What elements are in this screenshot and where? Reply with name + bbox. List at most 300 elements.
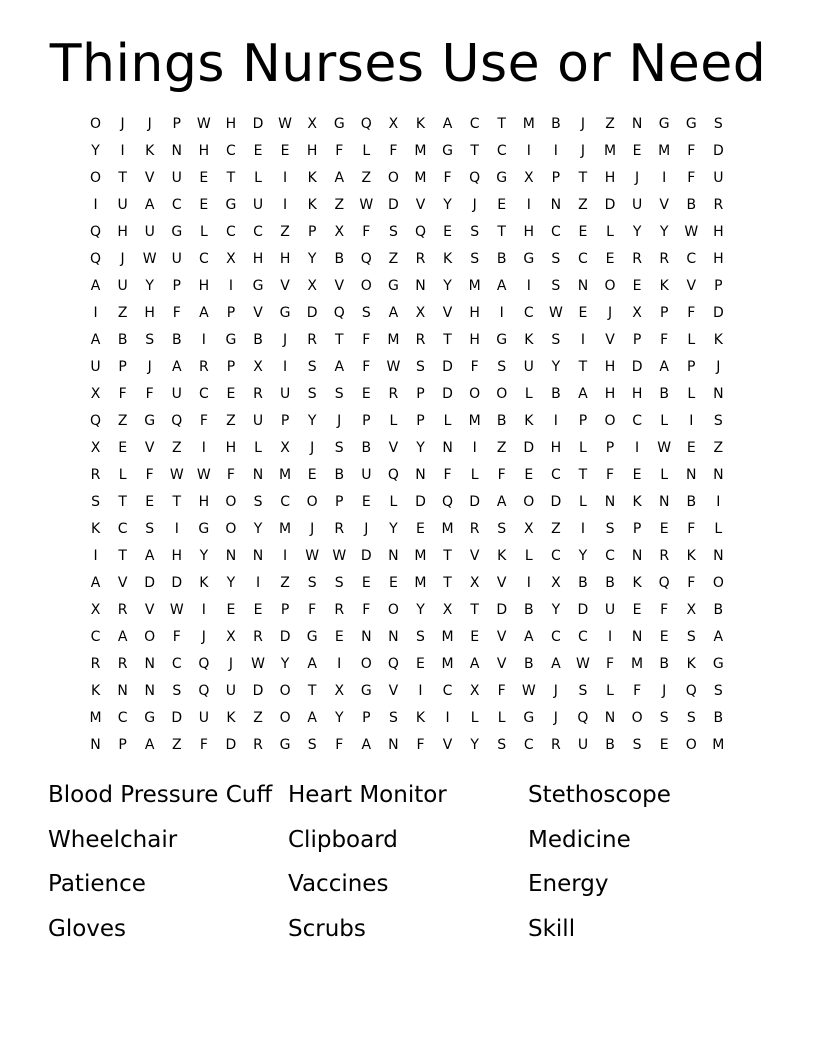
- grid-letter: C: [550, 467, 561, 483]
- grid-letter: X: [280, 440, 290, 456]
- grid-letter: T: [578, 170, 588, 186]
- grid-letter: L: [606, 683, 614, 699]
- grid-letter: H: [117, 224, 128, 240]
- grid-letter: L: [118, 467, 127, 483]
- grid-letter: E: [199, 170, 209, 186]
- grid-row: [82, 624, 732, 651]
- grid-letter: K: [442, 251, 453, 267]
- grid-letter: Q: [414, 224, 426, 240]
- grid-letter: Q: [90, 224, 102, 240]
- grid-letter: Y: [389, 521, 398, 537]
- word-list-item: Heart Monitor: [288, 782, 447, 808]
- grid-letter: K: [686, 548, 696, 564]
- grid-letter: K: [497, 548, 507, 564]
- puzzle-title: Things Nurses Use or Need: [49, 34, 767, 94]
- grid-letter: E: [253, 602, 263, 618]
- grid-letter: G: [279, 737, 291, 753]
- grid-letter: V: [144, 170, 155, 186]
- grid-letter: F: [687, 521, 696, 537]
- grid-letter: O: [631, 710, 643, 726]
- grid-letter: I: [553, 143, 558, 159]
- grid-letter: Q: [685, 683, 697, 699]
- grid-letter: G: [496, 332, 508, 348]
- grid-letter: C: [578, 629, 588, 645]
- grid-letter: X: [90, 440, 101, 456]
- grid-letter: I: [526, 143, 531, 159]
- grid-letter: T: [443, 332, 452, 348]
- grid-row: [82, 705, 732, 732]
- grid-letter: I: [472, 440, 477, 456]
- grid-letter: S: [713, 683, 723, 699]
- grid-letter: T: [578, 467, 588, 483]
- grid-letter: M: [414, 143, 427, 159]
- grid-letter: M: [658, 143, 671, 159]
- grid-letter: A: [90, 575, 101, 591]
- grid-letter: W: [196, 467, 211, 483]
- grid-letter: T: [118, 548, 127, 564]
- grid-letter: A: [117, 629, 128, 645]
- grid-letter: N: [225, 548, 237, 564]
- grid-letter: F: [443, 467, 452, 483]
- grid-letter: P: [416, 413, 425, 429]
- grid-letter: K: [415, 710, 426, 726]
- grid-letter: P: [280, 602, 290, 618]
- grid-letter: U: [713, 170, 724, 186]
- grid-letter: H: [550, 440, 562, 456]
- grid-letter: Z: [280, 224, 290, 240]
- grid-letter: V: [605, 332, 615, 348]
- grid-letter: O: [496, 386, 508, 402]
- grid-letter: B: [334, 251, 345, 267]
- grid-letter: P: [659, 305, 669, 321]
- grid-letter: X: [226, 251, 236, 267]
- grid-letter: B: [605, 575, 615, 591]
- grid-letter: J: [337, 413, 342, 429]
- grid-letter: M: [279, 521, 292, 537]
- grid-row: [82, 138, 732, 165]
- word-list-item: Blood Pressure Cuff: [48, 782, 273, 808]
- grid-letter: S: [578, 683, 588, 699]
- grid-letter: N: [415, 467, 426, 483]
- grid-letter: E: [443, 224, 452, 240]
- grid-letter: P: [632, 332, 642, 348]
- grid-letter: M: [414, 548, 427, 564]
- grid-letter: M: [441, 629, 454, 645]
- grid-letter: F: [118, 386, 127, 402]
- grid-letter: R: [334, 521, 345, 537]
- grid-letter: Y: [199, 548, 209, 564]
- grid-letter: L: [687, 386, 696, 402]
- grid-letter: M: [468, 278, 481, 294]
- grid-letter: C: [686, 251, 697, 267]
- grid-letter: H: [469, 305, 480, 321]
- grid-letter: H: [713, 224, 724, 240]
- grid-letter: F: [199, 413, 208, 429]
- grid-letter: L: [606, 224, 614, 240]
- grid-letter: I: [283, 548, 288, 564]
- letter-grid: [82, 111, 732, 759]
- grid-letter: S: [605, 521, 615, 537]
- grid-letter: H: [604, 386, 616, 402]
- grid-letter: X: [90, 602, 101, 618]
- grid-letter: D: [360, 548, 372, 564]
- grid-letter: U: [252, 413, 264, 429]
- grid-letter: I: [255, 575, 261, 591]
- grid-letter: N: [144, 683, 155, 699]
- grid-letter: Y: [632, 224, 642, 240]
- word-list-item: Gloves: [48, 915, 127, 942]
- grid-row: [82, 327, 732, 354]
- grid-letter: L: [389, 494, 398, 510]
- grid-letter: A: [334, 359, 345, 375]
- grid-letter: Y: [307, 413, 317, 429]
- grid-letter: D: [225, 737, 237, 753]
- grid-letter: X: [469, 575, 480, 591]
- grid-letter: O: [387, 602, 399, 618]
- grid-letter: D: [523, 440, 535, 456]
- grid-letter: C: [442, 683, 453, 699]
- grid-letter: Q: [90, 413, 102, 429]
- grid-letter: Y: [253, 521, 263, 537]
- grid-letter: V: [280, 278, 290, 294]
- grid-letter: W: [278, 116, 292, 132]
- grid-letter: G: [252, 278, 264, 294]
- grid-letter: G: [333, 116, 345, 132]
- grid-letter: F: [145, 386, 154, 402]
- grid-letter: H: [631, 386, 643, 402]
- grid-letter: W: [657, 440, 672, 456]
- grid-letter: N: [631, 548, 643, 564]
- grid-letter: F: [362, 224, 371, 240]
- grid-letter: M: [712, 737, 725, 753]
- grid-letter: Z: [361, 170, 372, 186]
- grid-letter: I: [93, 548, 98, 564]
- grid-letter: D: [469, 494, 481, 510]
- grid-letter: N: [713, 386, 724, 402]
- grid-letter: P: [172, 116, 181, 132]
- grid-letter: M: [441, 656, 454, 672]
- grid-row: [82, 651, 732, 678]
- grid-letter: L: [389, 413, 398, 429]
- grid-letter: Y: [551, 359, 561, 375]
- grid-letter: P: [280, 413, 290, 429]
- grid-letter: P: [335, 494, 344, 510]
- grid-letter: L: [362, 143, 371, 159]
- grid-letter: R: [632, 251, 642, 267]
- grid-letter: C: [226, 224, 236, 240]
- grid-letter: T: [334, 332, 344, 348]
- grid-letter: F: [389, 143, 398, 159]
- grid-letter: C: [496, 143, 507, 159]
- grid-letter: D: [712, 305, 724, 321]
- grid-letter: V: [686, 278, 697, 294]
- grid-letter: V: [496, 656, 507, 672]
- grid-letter: A: [713, 629, 724, 645]
- grid-letter: O: [90, 170, 102, 186]
- grid-letter: R: [659, 548, 670, 564]
- grid-letter: R: [198, 359, 209, 375]
- grid-letter: E: [659, 629, 669, 645]
- grid-letter: I: [201, 602, 206, 618]
- grid-letter: A: [307, 710, 317, 726]
- grid-letter: N: [144, 656, 155, 672]
- grid-letter: E: [280, 143, 290, 159]
- grid-letter: L: [660, 413, 669, 429]
- grid-letter: K: [524, 332, 534, 348]
- grid-letter: V: [388, 683, 399, 699]
- grid-letter: E: [578, 305, 588, 321]
- grid-letter: S: [416, 629, 425, 645]
- grid-letter: Q: [360, 251, 372, 267]
- grid-letter: E: [118, 440, 128, 456]
- grid-letter: K: [686, 656, 696, 672]
- grid-letter: J: [716, 359, 721, 375]
- grid-letter: Y: [334, 710, 344, 726]
- word-list-item: Scrubs: [288, 915, 366, 942]
- grid-letter: N: [388, 629, 399, 645]
- grid-letter: Q: [171, 413, 183, 429]
- grid-letter: G: [523, 251, 535, 267]
- grid-letter: Z: [388, 251, 399, 267]
- grid-letter: S: [497, 359, 507, 375]
- grid-letter: K: [145, 143, 155, 159]
- grid-letter: B: [496, 413, 507, 429]
- grid-letter: R: [469, 521, 480, 537]
- grid-letter: H: [469, 332, 480, 348]
- grid-letter: R: [334, 602, 345, 618]
- grid-letter: L: [524, 386, 533, 402]
- grid-letter: N: [361, 629, 372, 645]
- grid-letter: M: [522, 116, 535, 132]
- grid-letter: D: [604, 197, 616, 213]
- grid-letter: L: [199, 224, 208, 240]
- grid-letter: R: [415, 332, 426, 348]
- grid-letter: E: [253, 143, 263, 159]
- grid-letter: U: [198, 710, 209, 726]
- grid-letter: O: [604, 413, 616, 429]
- grid-letter: T: [226, 170, 236, 186]
- grid-letter: J: [310, 521, 315, 537]
- grid-letter: X: [469, 683, 480, 699]
- grid-letter: L: [497, 710, 506, 726]
- grid-letter: Y: [578, 548, 588, 564]
- grid-letter: D: [252, 116, 264, 132]
- grid-letter: J: [635, 170, 640, 186]
- grid-letter: F: [497, 683, 506, 699]
- grid-letter: T: [118, 494, 127, 510]
- word-list-item: Stethoscope: [528, 782, 671, 808]
- grid-letter: S: [307, 575, 317, 591]
- grid-letter: L: [254, 440, 262, 456]
- grid-letter: N: [171, 143, 183, 159]
- grid-letter: X: [686, 602, 697, 618]
- grid-letter: S: [416, 359, 425, 375]
- grid-row: [82, 408, 732, 435]
- grid-letter: O: [279, 710, 291, 726]
- grid-letter: J: [147, 116, 152, 132]
- grid-letter: B: [253, 332, 263, 348]
- grid-letter: C: [253, 224, 263, 240]
- grid-letter: T: [497, 224, 506, 240]
- grid-letter: Y: [226, 575, 236, 591]
- grid-letter: U: [117, 197, 128, 213]
- grid-letter: K: [632, 494, 642, 510]
- grid-letter: Y: [470, 737, 479, 753]
- grid-letter: D: [712, 143, 724, 159]
- grid-letter: B: [523, 656, 534, 672]
- grid-letter: P: [307, 224, 317, 240]
- grid-letter: L: [470, 710, 479, 726]
- grid-letter: R: [253, 737, 263, 753]
- grid-letter: S: [551, 251, 561, 267]
- grid-letter: L: [579, 494, 587, 510]
- grid-letter: F: [687, 305, 696, 321]
- grid-letter: C: [632, 413, 642, 429]
- grid-letter: L: [443, 413, 452, 429]
- grid-letter: S: [361, 305, 371, 321]
- grid-letter: N: [604, 494, 616, 510]
- grid-letter: I: [526, 575, 531, 591]
- grid-letter: M: [414, 170, 427, 186]
- grid-letter: B: [171, 332, 182, 348]
- word-list-item: Medicine: [528, 826, 631, 853]
- grid-letter: B: [686, 197, 697, 213]
- grid-letter: V: [442, 737, 453, 753]
- grid-letter: N: [117, 683, 128, 699]
- grid-letter: K: [307, 170, 317, 186]
- grid-letter: X: [226, 629, 236, 645]
- grid-letter: E: [226, 602, 236, 618]
- grid-letter: K: [90, 683, 101, 699]
- grid-letter: D: [252, 683, 264, 699]
- word-list-item: Energy: [528, 871, 609, 897]
- grid-letter: F: [199, 737, 208, 753]
- grid-letter: F: [687, 170, 696, 186]
- grid-letter: E: [388, 575, 398, 591]
- grid-letter: A: [659, 359, 669, 375]
- grid-letter: T: [578, 359, 588, 375]
- grid-letter: G: [198, 521, 210, 537]
- grid-letter: C: [117, 710, 128, 726]
- grid-letter: S: [713, 413, 723, 429]
- grid-letter: C: [550, 629, 561, 645]
- grid-letter: N: [415, 278, 426, 294]
- grid-letter: T: [470, 143, 479, 159]
- grid-letter: S: [497, 521, 507, 537]
- grid-letter: H: [306, 143, 318, 159]
- grid-letter: F: [605, 467, 615, 483]
- grid-letter: A: [171, 359, 182, 375]
- grid-letter: F: [687, 575, 696, 591]
- grid-letter: O: [90, 116, 102, 132]
- grid-letter: G: [225, 197, 237, 213]
- grid-letter: I: [499, 305, 504, 321]
- grid-letter: S: [145, 521, 155, 537]
- grid-letter: H: [225, 440, 237, 456]
- grid-letter: D: [306, 305, 318, 321]
- grid-letter: R: [117, 656, 128, 672]
- grid-letter: H: [279, 251, 291, 267]
- grid-letter: I: [283, 170, 288, 186]
- grid-letter: B: [551, 116, 561, 132]
- grid-letter: T: [443, 548, 452, 564]
- grid-letter: W: [548, 305, 563, 321]
- word-list-item: Wheelchair: [48, 826, 178, 853]
- grid-letter: R: [659, 251, 670, 267]
- grid-letter: K: [659, 278, 669, 294]
- grid-letter: D: [442, 359, 453, 375]
- grid-letter: T: [172, 494, 182, 510]
- grid-letter: T: [307, 683, 317, 699]
- grid-letter: S: [307, 386, 317, 402]
- grid-letter: O: [685, 737, 697, 753]
- grid-letter: U: [361, 467, 372, 483]
- grid-letter: M: [89, 710, 102, 726]
- grid-letter: K: [226, 710, 236, 726]
- grid-letter: P: [605, 440, 615, 456]
- grid-letter: O: [387, 170, 399, 186]
- grid-letter: W: [359, 197, 374, 213]
- grid-letter: B: [496, 251, 507, 267]
- grid-letter: H: [198, 278, 210, 294]
- grid-letter: E: [659, 521, 669, 537]
- grid-letter: G: [712, 656, 724, 672]
- grid-letter: Z: [334, 197, 345, 213]
- grid-letter: A: [144, 197, 155, 213]
- grid-row: [82, 435, 732, 462]
- grid-letter: N: [686, 467, 697, 483]
- grid-letter: G: [442, 143, 453, 159]
- grid-letter: F: [660, 332, 669, 348]
- grid-letter: K: [632, 575, 642, 591]
- grid-letter: T: [497, 116, 506, 132]
- grid-letter: S: [470, 251, 480, 267]
- grid-letter: U: [225, 683, 237, 699]
- grid-letter: J: [201, 629, 206, 645]
- grid-letter: Z: [280, 575, 290, 591]
- grid-letter: B: [605, 737, 615, 753]
- grid-letter: U: [523, 359, 534, 375]
- grid-letter: X: [442, 602, 453, 618]
- grid-row: [82, 165, 732, 192]
- grid-letter: L: [524, 548, 533, 564]
- grid-letter: A: [469, 656, 480, 672]
- grid-letter: E: [578, 224, 588, 240]
- grid-letter: R: [117, 602, 128, 618]
- grid-letter: K: [524, 413, 534, 429]
- grid-letter: N: [388, 548, 399, 564]
- grid-letter: C: [198, 386, 209, 402]
- grid-letter: E: [145, 494, 155, 510]
- grid-letter: R: [253, 386, 263, 402]
- grid-row: [82, 732, 732, 759]
- grid-letter: E: [361, 575, 371, 591]
- grid-letter: I: [93, 305, 98, 321]
- grid-letter: Z: [713, 440, 724, 456]
- grid-letter: H: [523, 224, 535, 240]
- grid-letter: J: [662, 683, 667, 699]
- grid-letter: I: [580, 332, 586, 348]
- grid-letter: E: [605, 251, 615, 267]
- grid-letter: G: [144, 710, 156, 726]
- grid-letter: D: [171, 575, 183, 591]
- grid-letter: C: [469, 116, 480, 132]
- grid-letter: I: [526, 197, 531, 213]
- grid-letter: F: [335, 737, 344, 753]
- grid-letter: Q: [577, 710, 589, 726]
- grid-letter: X: [415, 305, 426, 321]
- grid-letter: S: [253, 494, 263, 510]
